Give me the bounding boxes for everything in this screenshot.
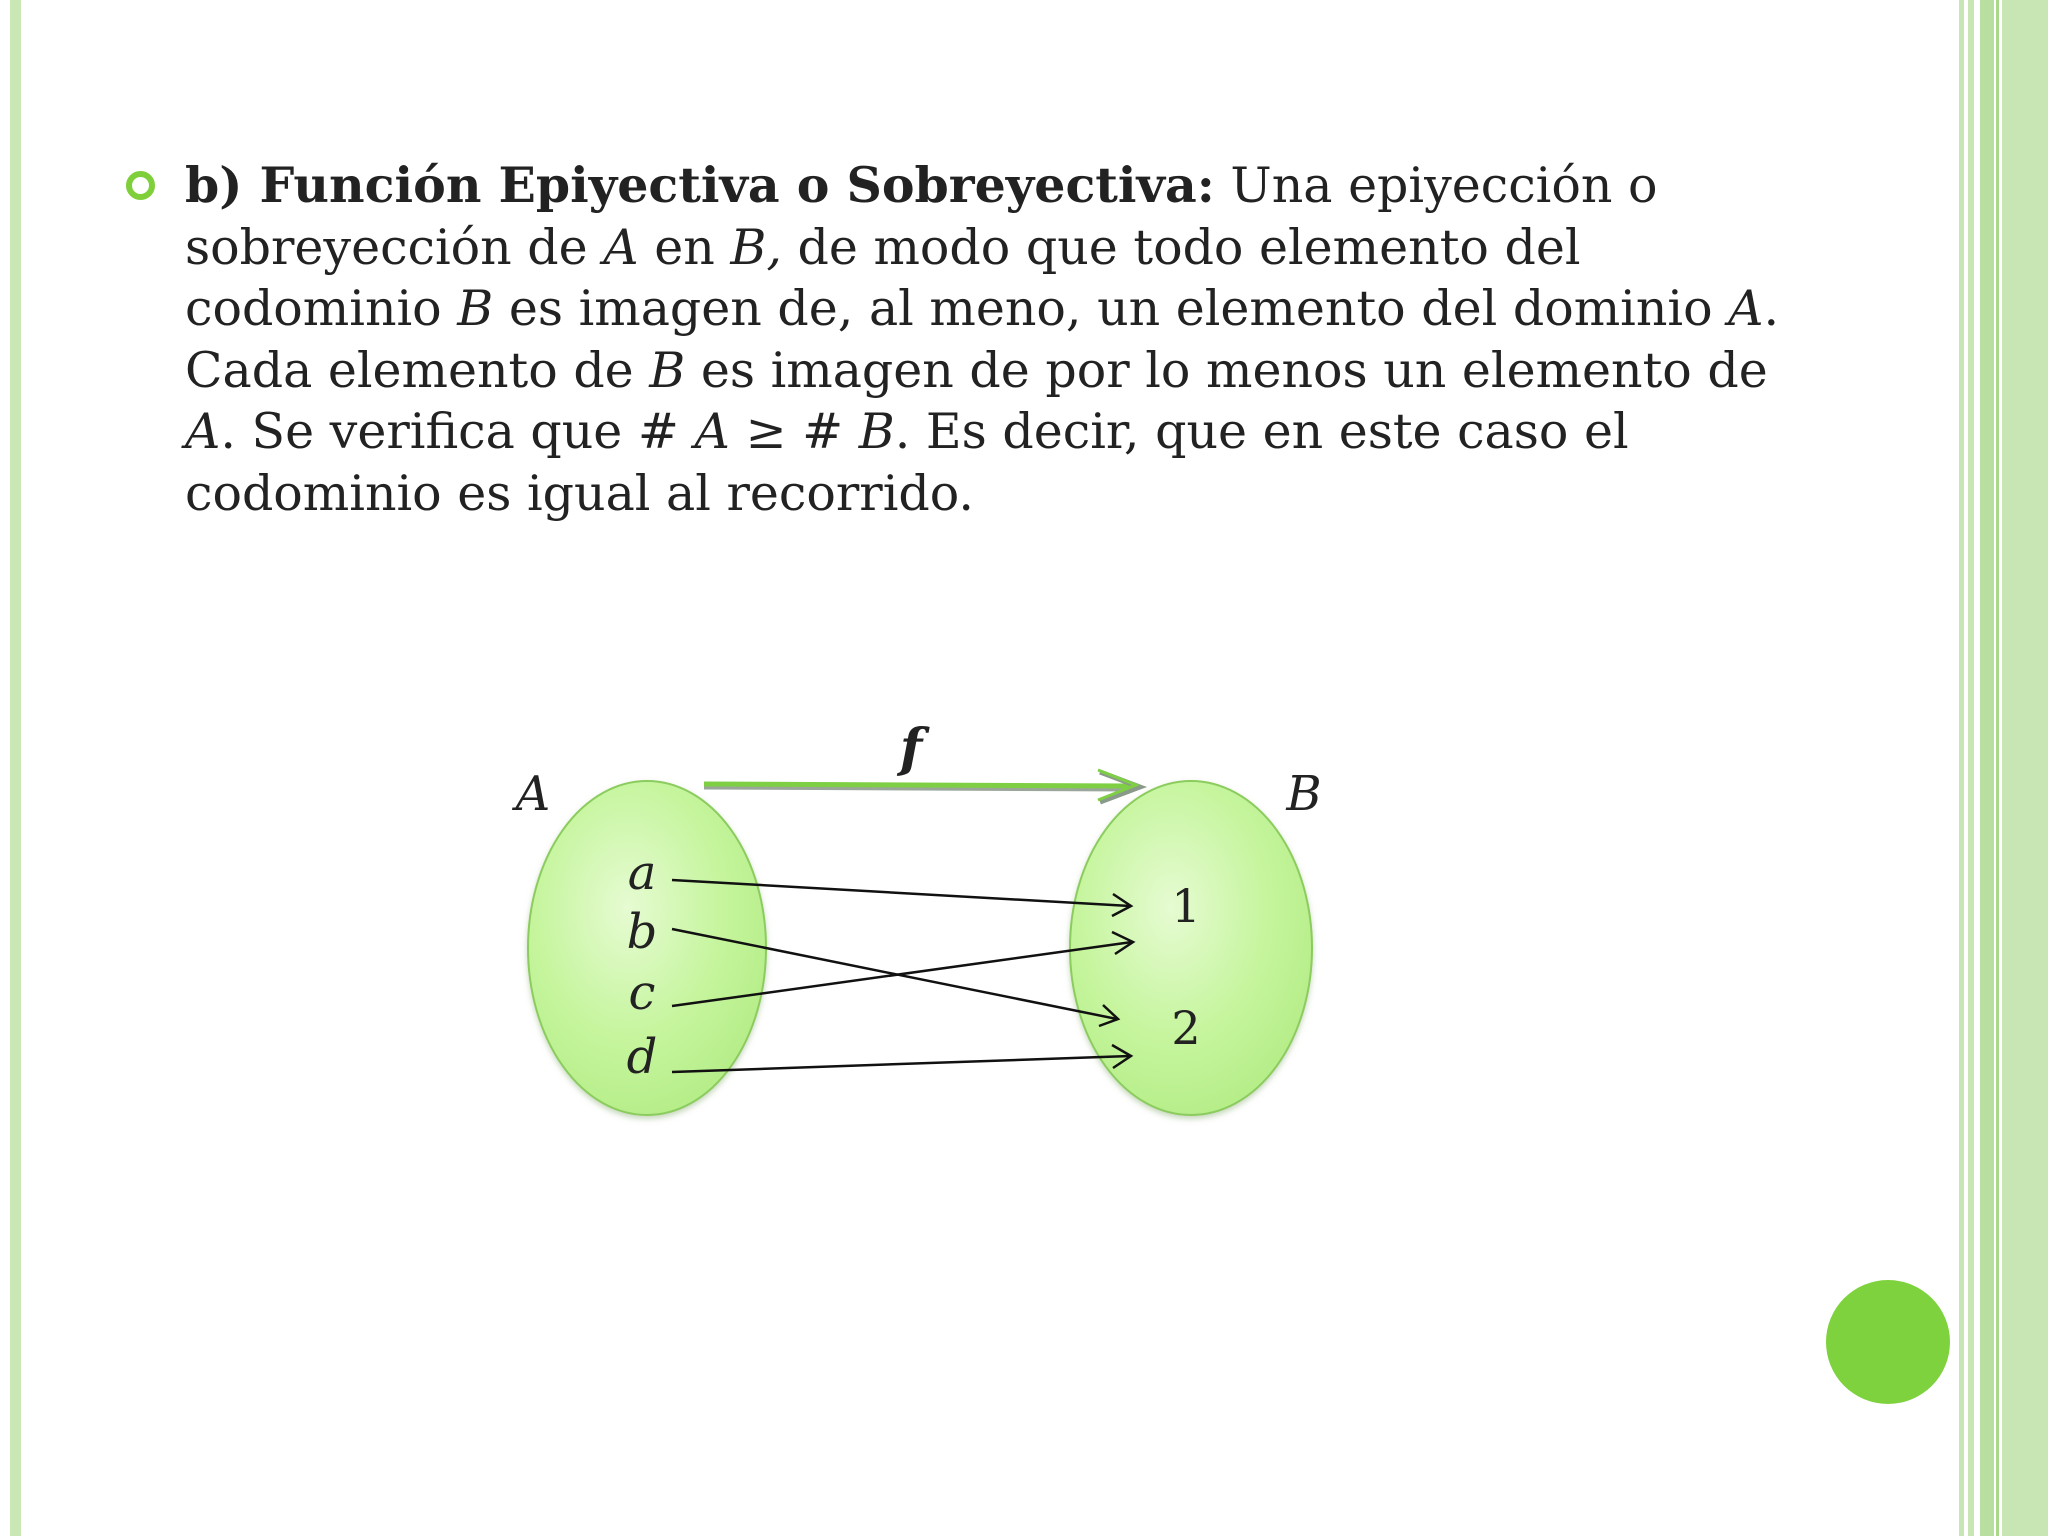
body-text-segment: es imagen de por lo menos un elemento de: [685, 341, 1768, 399]
codomain-element: 1: [1171, 879, 1201, 933]
math-variable: A: [1728, 280, 1764, 337]
math-variable: B,: [730, 218, 782, 276]
body-text-segment: en: [638, 218, 731, 276]
math-variable: A: [694, 403, 730, 460]
body-text-segment: ≥ #: [729, 403, 859, 460]
domain-element: c: [628, 965, 656, 1021]
body-text-segment: Una epiyección o sobreyección de: [185, 157, 1658, 276]
definition-heading: b) Función Epiyectiva o Sobreyectiva:: [185, 156, 1215, 214]
body-text-segment: . Cada elemento de: [185, 280, 1780, 399]
math-variable: B: [858, 403, 895, 460]
math-variable: B: [457, 280, 494, 337]
codomain-ellipse: [1070, 781, 1312, 1115]
body-text-segment: . Se verifica que #: [220, 403, 695, 460]
codomain-element: 2: [1171, 1001, 1201, 1055]
math-variable: B: [649, 341, 686, 399]
domain-element: b: [626, 904, 658, 960]
body-text-segment: de modo que todo elemento del codominio: [185, 218, 1581, 337]
domain-label: A: [515, 766, 551, 822]
math-variable: A: [603, 218, 639, 276]
domain-element: d: [626, 1029, 658, 1085]
codomain-label: B: [1286, 766, 1322, 822]
domain-element: a: [627, 845, 657, 901]
decorative-green-circle: [1826, 1280, 1950, 1404]
function-arrow: [704, 784, 1130, 786]
body-text-segment: es imagen de, al meno, un elemento del dominio: [493, 280, 1729, 337]
function-label: f: [899, 718, 923, 779]
mapping-arrow-d-2: [672, 1056, 1130, 1072]
math-variable: A: [185, 403, 221, 460]
body-text-segment: . Es decir, que en este caso el codominio es igual al recorrido.: [185, 403, 1629, 522]
